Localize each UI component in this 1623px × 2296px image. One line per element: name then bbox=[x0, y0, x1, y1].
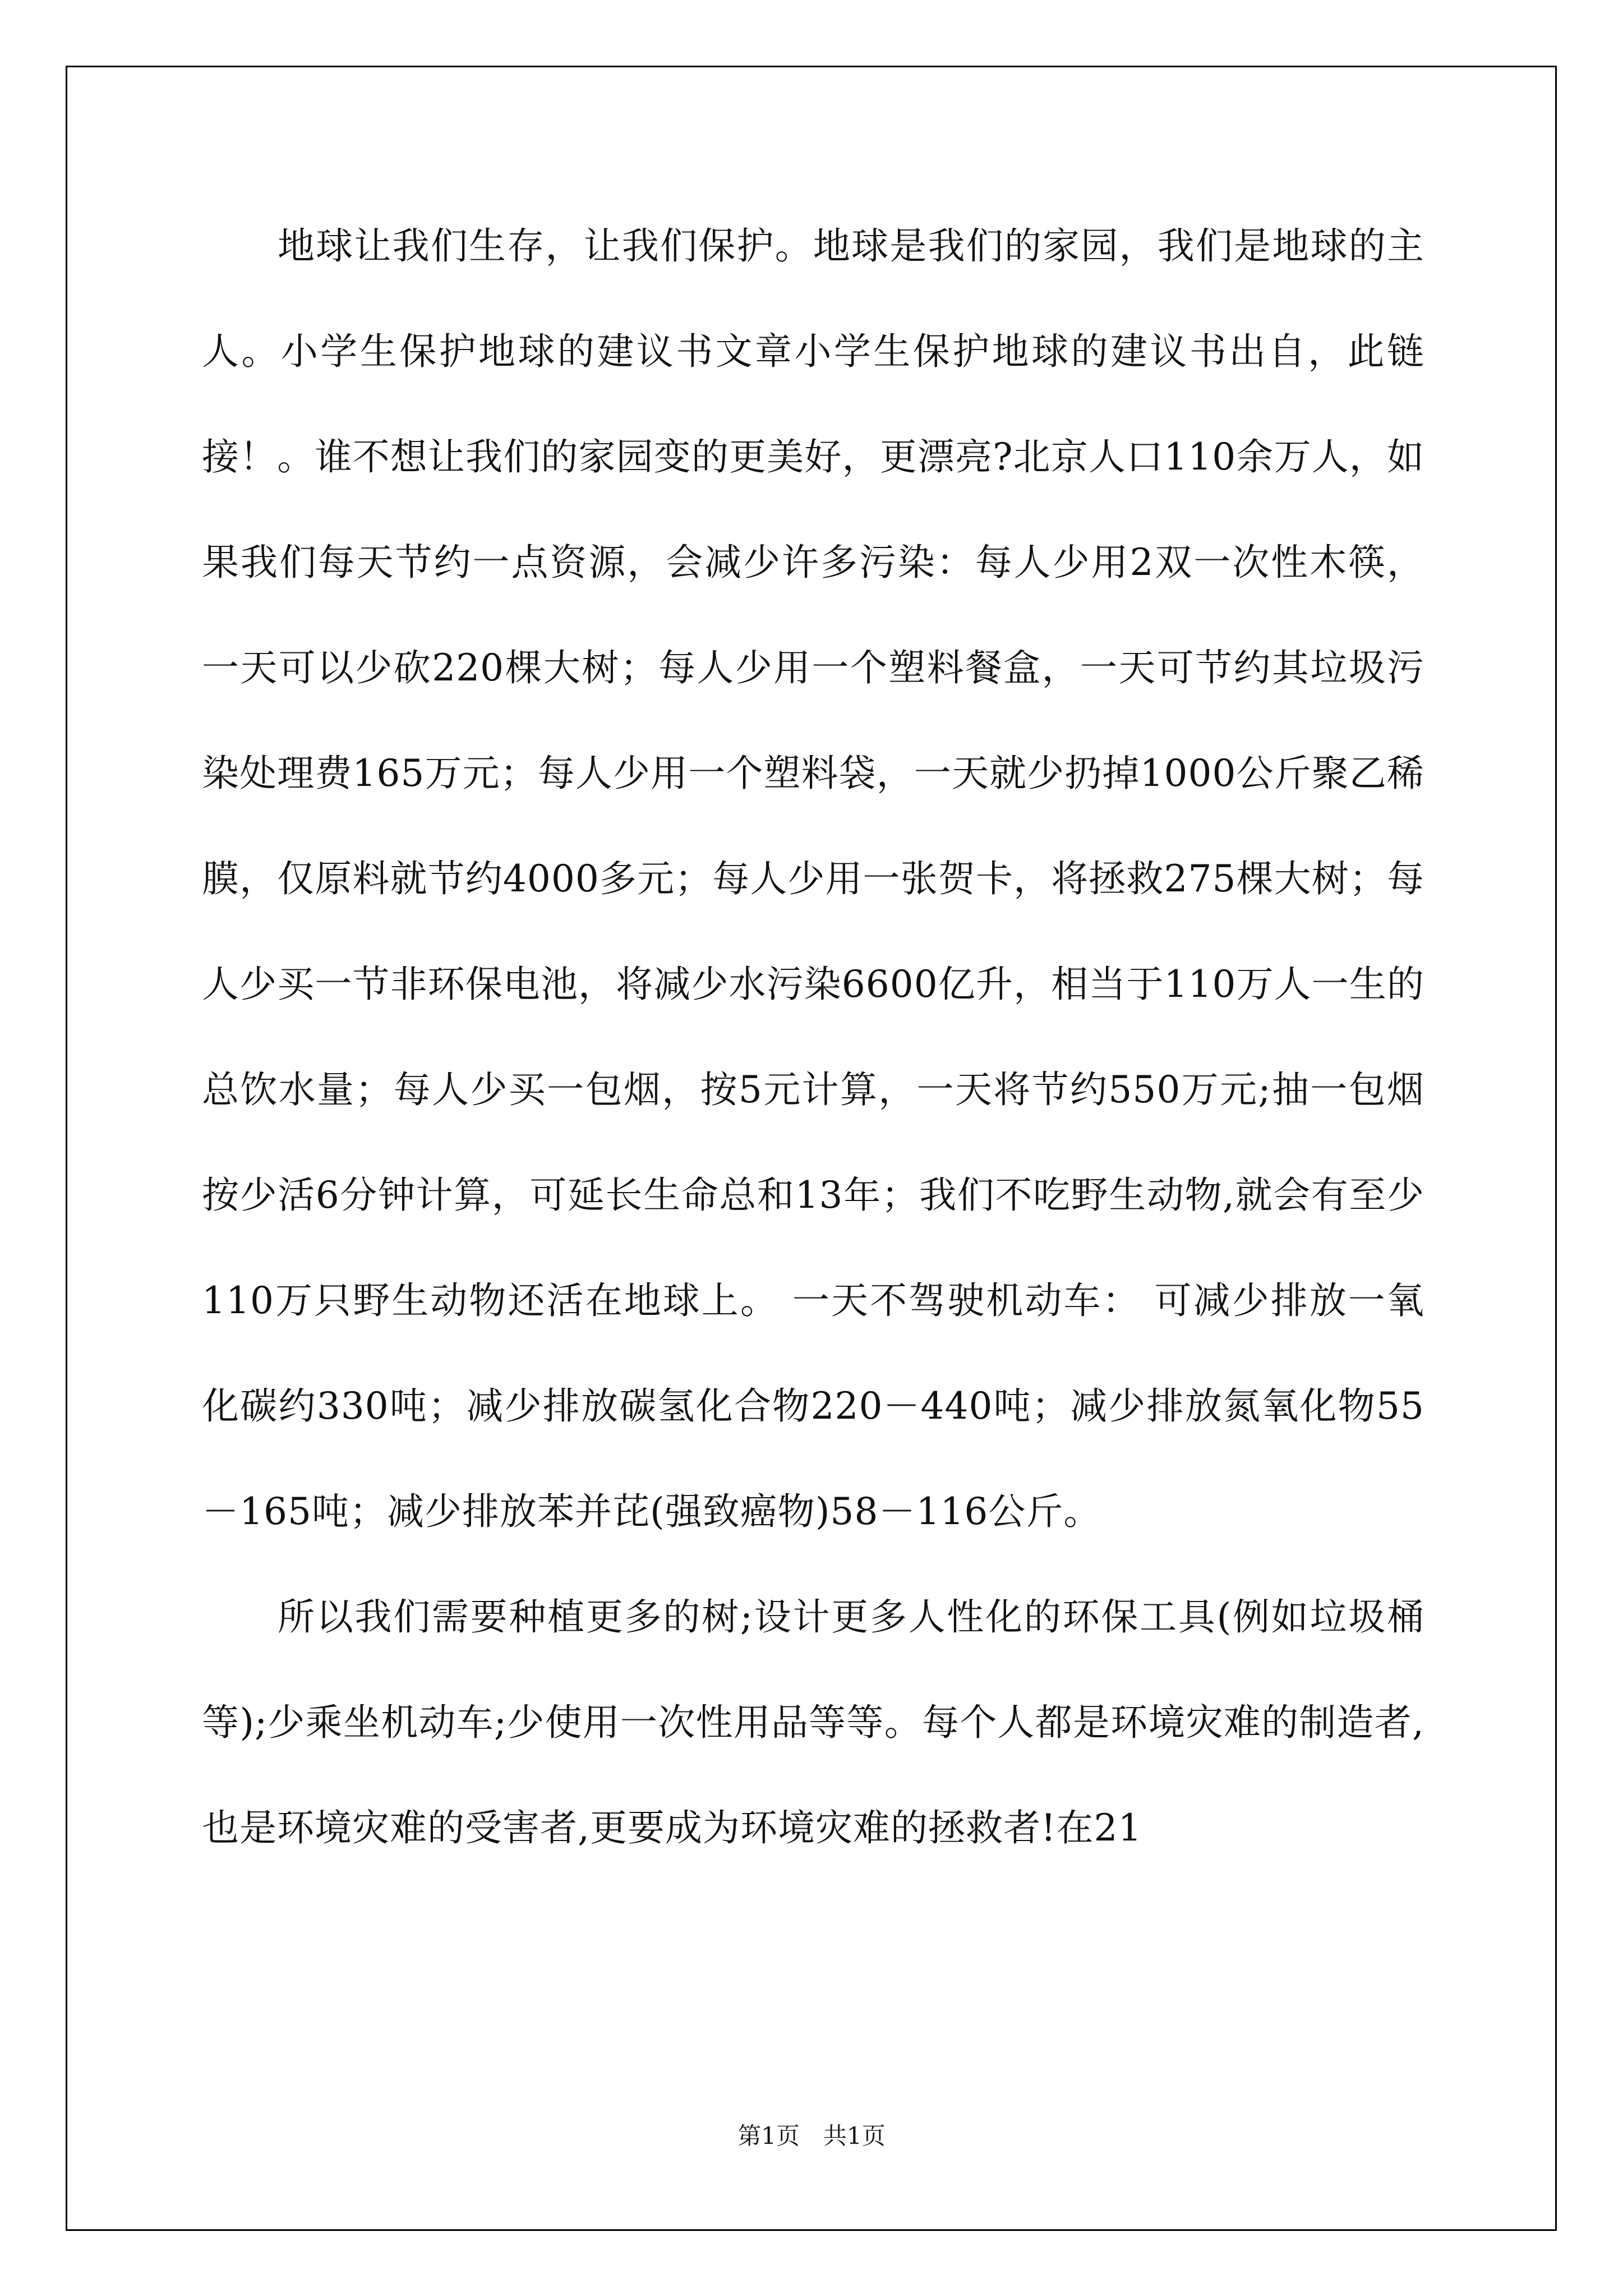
page-footer: 第1页 共1页 bbox=[737, 2122, 886, 2150]
document-body bbox=[202, 194, 1424, 1881]
paragraph-2: 所以我们需要种植更多的树;设计更多人性化的环保工具(例如垃圾桶等);少乘坐机动车;少使用一次性用品等等。每个人都是环境灾难的制造者,也是环境灾难的受害者,更要成为环境灾难的拯救者!在21 bbox=[202, 1595, 1424, 1849]
paragraph-1: 地球让我们生存，让我们保护。地球是我们的家园，我们是地球的主人。小学生保护地球的建议书文章小学生保护地球的建议书出自，此链接！。谁不想让我们的家园变的更美好，更漂亮?北京人口110余万人，如果我们每天节约一点资源，会减少许多污染：每人少用2双一次性木筷，一天可以少砍220棵大树；每人少用一个塑料餐盒，一天可节约其垃圾污染处理费165万元；每人少用一个塑料袋，一天就少扔掉1000公斤聚乙稀膜，仅原料就节约4000多元；每人少用一张贺卡，将拯救275棵大树；每人少买一节非环保电池，将减少水污染6600亿升，相当于110万人一生的总饮水量；每人少买一包烟，按5元计算，一天将节约550万元;抽一包烟按少活6分钟计算，可延长生命总和13年；我们不吃野生动物,就会有至少110万只野生动物还活在地球上。 一天不驾驶机动车： 可减少排放一氧化碳约330吨；减少排放碳氢化合物220－440吨；减少排放氮氧化物55－165吨；减少排放苯并芘(强致癌物)58－116公斤。 bbox=[202, 224, 1424, 1533]
